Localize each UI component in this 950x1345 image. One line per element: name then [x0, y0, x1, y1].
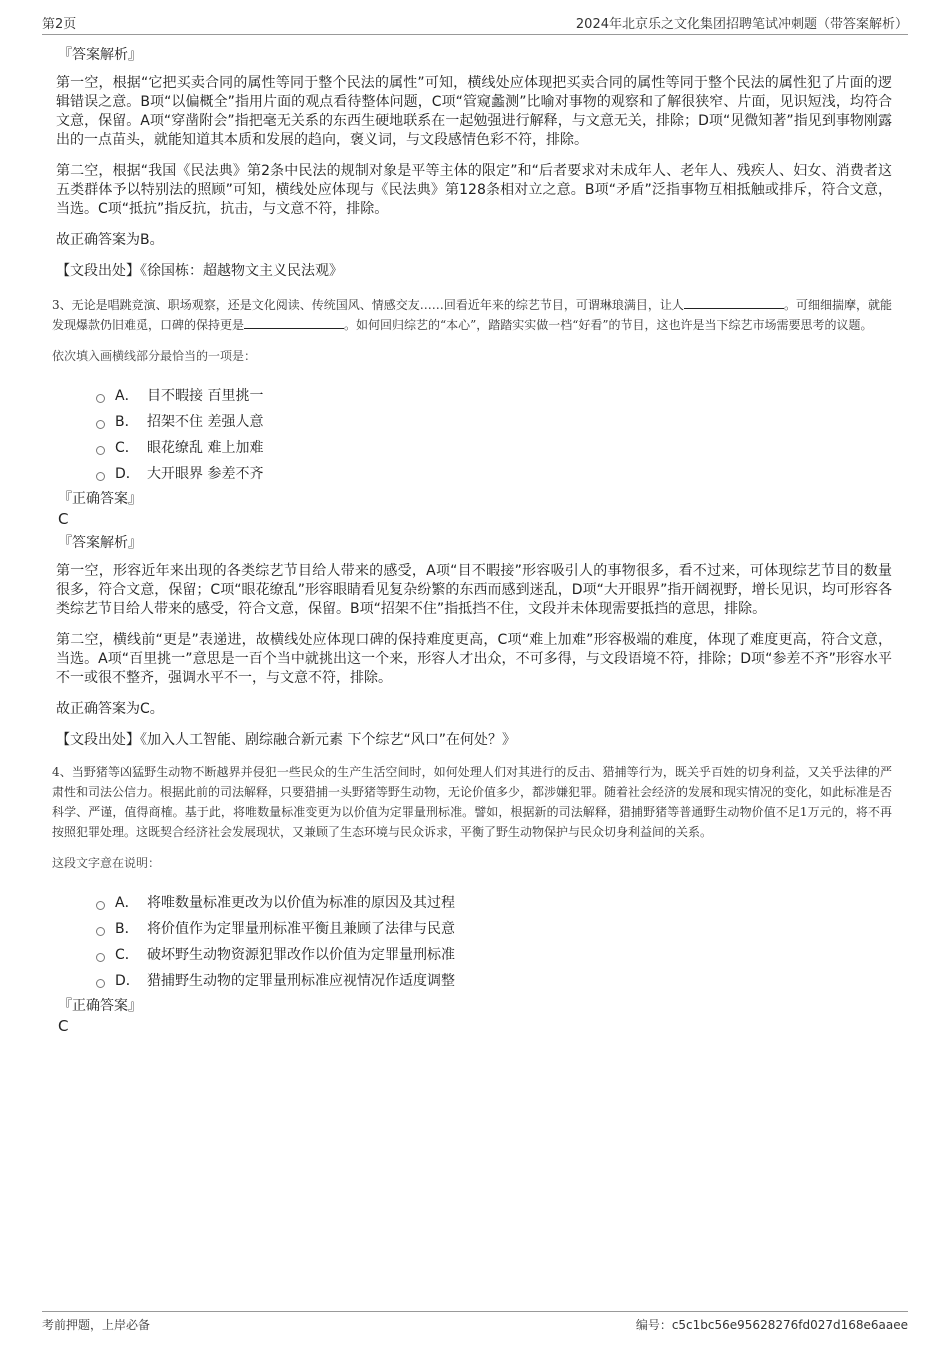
radio-icon[interactable]	[96, 472, 105, 481]
correct-answer: C	[58, 1017, 69, 1035]
radio-icon[interactable]	[96, 394, 105, 403]
question-3-options	[96, 382, 892, 486]
conclusion: 故正确答案为C。	[56, 701, 164, 717]
analysis-label: 『答案解析』	[58, 47, 142, 63]
question-prompt: 依次填入画横线部分最恰当的一项是：	[52, 349, 257, 363]
radio-icon[interactable]	[96, 953, 105, 962]
analysis-label: 『答案解析』	[58, 535, 142, 551]
page-number: 第2页	[42, 17, 77, 32]
option-a[interactable]: A． 将唯数量标准更改为以价值为标准的原因及其过程	[96, 889, 892, 915]
question-3-text: 3、无论是唱跳竞演、职场观察，还是文化阅读、传统国风、情感交友……回看近年来的综艺节目，可谓琳琅满目，让人 。可细细揣摩，就能发现爆款仍旧难觅，口碑的保持更是 。如何回归综艺的“本心”，踏踏实实做一档“好看”的节目，这也许是当下综艺市场需要思考的议题。	[52, 298, 892, 332]
question-prompt: 这段文字意在说明：	[52, 856, 161, 870]
radio-icon[interactable]	[96, 927, 105, 936]
document-code: 编号：c5c1bc56e95628276fd027d168e6aaee	[635, 1318, 908, 1332]
blank-line	[244, 316, 344, 329]
correct-answer: C	[58, 510, 69, 528]
correct-answer-label: 『正确答案』	[58, 491, 142, 507]
blank-line	[684, 296, 784, 309]
conclusion: 故正确答案为B。	[56, 232, 164, 248]
option-d[interactable]: D． 猎捕野生动物的定罪量刑标准应视情况作适度调整	[96, 967, 892, 993]
correct-answer-label: 『正确答案』	[58, 998, 142, 1014]
document-content	[52, 44, 893, 1039]
analysis-paragraph: 第二空，根据“我国《民法典》第2条中民法的规制对象是平等主体的限定”和“后者要求对未成年人、老年人、残疾人、妇女、消费者这五类群体予以特别法的照顾”可知，横线处应体现与《民法典》第128条相对立之意。B项“矛盾”泛指事物互相抵触或排斥，符合文意，当选。C项“抵抗”指反抗，抗击，与文意不符，排除。	[56, 163, 892, 217]
question-4-text: 4、当野猪等凶猛野生动物不断越界并侵犯一些民众的生产生活空间时，如何处理人们对其进行的反击、猎捕等行为，既关乎百姓的切身利益，又关乎法律的严肃性和司法公信力。根据此前的司法解释，只要猎捕一头野猪等野生动物，无论价值多少，都涉嫌犯罪。随着社会经济的发展和现实情况的变化，如此标准是否科学、严谨，值得商榷。基于此，将唯数量标准变更为以价值为定罪量刑标准。譬如，根据新的司法解释，猎捕野猪等普通野生动物价值不足1万元的，将不再按照犯罪处理。这既契合经济社会发展现状，又兼顾了生态环境与民众诉求，平衡了野生动物保护与民众切身利益间的关系。	[52, 765, 893, 839]
analysis-paragraph: 第二空，横线前“更是”表递进，故横线处应体现口碑的保持难度更高，C项“难上加难”形容极端的难度，体现了难度更高，符合文意，当选。A项“百里挑一”意思是一百个当中就挑出这一个来，形容人才出众，不可多得，与文段语境不符，排除；D项“参差不齐”形容水平不一或很不整齐，强调水平不一，与文意不符，排除。	[56, 632, 892, 686]
option-b[interactable]: B． 招架不住 差强人意	[96, 408, 892, 434]
source-citation: 【文段出处】《徐国栋：超越物文主义民法观》	[56, 263, 343, 279]
radio-icon[interactable]	[96, 420, 105, 429]
option-a[interactable]: A． 目不暇接 百里挑一	[96, 382, 892, 408]
option-d[interactable]: D． 大开眼界 参差不齐	[96, 460, 892, 486]
footer-slogan: 考前押题，上岸必备	[42, 1318, 151, 1332]
document-title: 2024年北京乐之文化集团招聘笔试冲刺题（带答案解析）	[575, 17, 908, 32]
source-citation: 【文段出处】《加入人工智能、剧综融合新元素 下个综艺“风口”在何处？》	[56, 732, 516, 748]
page-footer	[42, 1311, 908, 1333]
option-c[interactable]: C． 破坏野生动物资源犯罪改作以价值为定罪量刑标准	[96, 941, 892, 967]
option-b[interactable]: B． 将价值作为定罪量刑标准平衡且兼顾了法律与民意	[96, 915, 892, 941]
radio-icon[interactable]	[96, 979, 105, 988]
analysis-paragraph: 第一空，形容近年来出现的各类综艺节目给人带来的感受，A项“目不暇接”形容吸引人的事物很多，看不过来，可体现综艺节目的数量很多，符合文意，保留；C项“眼花缭乱”形容眼睛看见复杂纷繁的东西而感到迷乱，D项“大开眼界”指开阔视野，增长见识，均可形容各类综艺节目给人带来的感受，符合文意，保留。B项“招架不住”指抵挡不住，文段并未体现需要抵挡的意思，排除。	[56, 563, 892, 617]
radio-icon[interactable]	[96, 446, 105, 455]
radio-icon[interactable]	[96, 901, 105, 910]
analysis-paragraph: 第一空，根据“它把买卖合同的属性等同于整个民法的属性”可知，横线处应体现把买卖合同的属性等同于整个民法的属性犯了片面的逻辑错误之意。B项“以偏概全”指用片面的观点看待整体问题，C项“管窥蠡测”比喻对事物的观察和了解很狭窄、片面，见识短浅，均符合文意，保留。A项“穿凿附会”指把毫无关系的东西生硬地联系在一起勉强进行解释，与文意无关，排除；D项“见微知著”指见到事物刚露出的一点苗头，就能知道其本质和发展的趋向，褒义词，与文段感情色彩不符，排除。	[56, 75, 892, 148]
question-4-options	[96, 889, 892, 993]
page-header	[42, 12, 908, 35]
option-c[interactable]: C． 眼花缭乱 难上加难	[96, 434, 892, 460]
